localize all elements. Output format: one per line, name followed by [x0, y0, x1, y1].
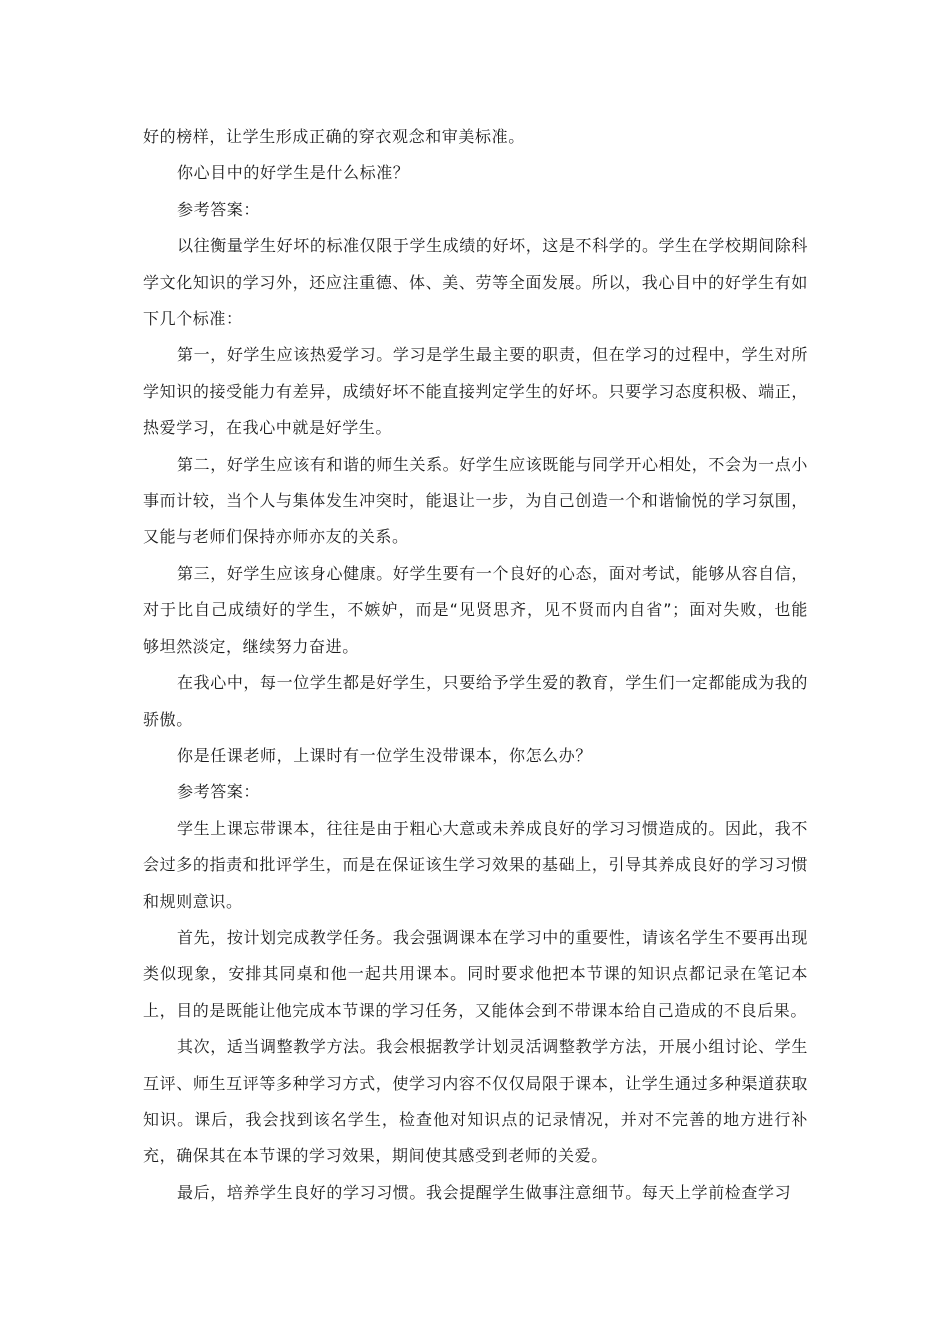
document-body: [143, 119, 808, 1211]
paragraph-conclusion: 在我心中，每一位学生都是好学生，只要给予学生爱的教育，学生们一定都能成为我的骄傲。: [143, 673, 808, 729]
reference-answer-label: 参考答案：: [177, 199, 261, 219]
paragraph-textbook-intro: 学生上课忘带课本，往往是由于粗心大意或未养成良好的学习习惯造成的。因此，我不会过多的指责和批评学生，而是在保证该生学习效果的基础上，引导其养成良好的学习习惯和规则意识。: [143, 818, 808, 911]
paragraph-third-point: 第三，好学生应该身心健康。好学生要有一个良好的心态，面对考试，能够从容自信，对于比自己成绩好的学生，不嫉妒，而是“见贤思齐，见不贤而内自省”；面对失败，也能够坦然淡定，继续努力奋进。: [143, 563, 808, 656]
paragraph-continuation: 好的榜样，让学生形成正确的穿衣观念和审美标准。: [143, 127, 525, 146]
paragraph-firstly: 首先，按计划完成教学任务。我会强调课本在学习中的重要性，请该名学生不要再出现类似现象，安排其同桌和他一起共用课本。同时要求他把本节课的知识点都记录在笔记本上，目的是既能让他完成本节课的学习任务，又能体会到不带课本给自己造成的不良后果。: [143, 927, 808, 1020]
paragraph-intro: 以往衡量学生好坏的标准仅限于学生成绩的好坏，这是不科学的。学生在学校期间除科学文化知识的学习外，还应注重德、体、美、劳等全面发展。所以，我心目中的好学生有如下几个标准：: [143, 236, 808, 329]
paragraph-second-point: 第二，好学生应该有和谐的师生关系。好学生应该既能与同学开心相处，不会为一点小事而计较，当个人与集体发生冲突时，能退让一步，为自己创造一个和谐愉悦的学习氛围，又能与老师们保持亦师亦友的关系。: [143, 454, 808, 547]
question-heading-forgot-textbook: 你是任课老师，上课时有一位学生没带课本，你怎么办？: [177, 745, 593, 765]
paragraph-first-point: 第一，好学生应该热爱学习。学习是学生最主要的职责，但在学习的过程中，学生对所学知识的接受能力有差异，成绩好坏不能直接判定学生的好坏。只要学习态度积极、端正，热爱学习，在我心中就是好学生。: [143, 345, 808, 438]
paragraph-secondly: 其次，适当调整教学方法。我会根据教学计划灵活调整教学方法，开展小组讨论、学生互评、师生互评等多种学习方式，使学习内容不仅仅局限于课本，让学生通过多种渠道获取知识。课后，我会找到该名学生，检查他对知识点的记录情况，并对不完善的地方进行补充，确保其在本节课的学习效果，期间使其感受到老师的关爱。: [143, 1037, 808, 1166]
paragraph-finally: 最后，培养学生良好的学习习惯。我会提醒学生做事注意细节。每天上学前检查学习: [177, 1182, 792, 1202]
reference-answer-label: 参考答案：: [177, 782, 261, 802]
question-heading-good-student: 你心目中的好学生是什么标准？: [177, 163, 410, 183]
